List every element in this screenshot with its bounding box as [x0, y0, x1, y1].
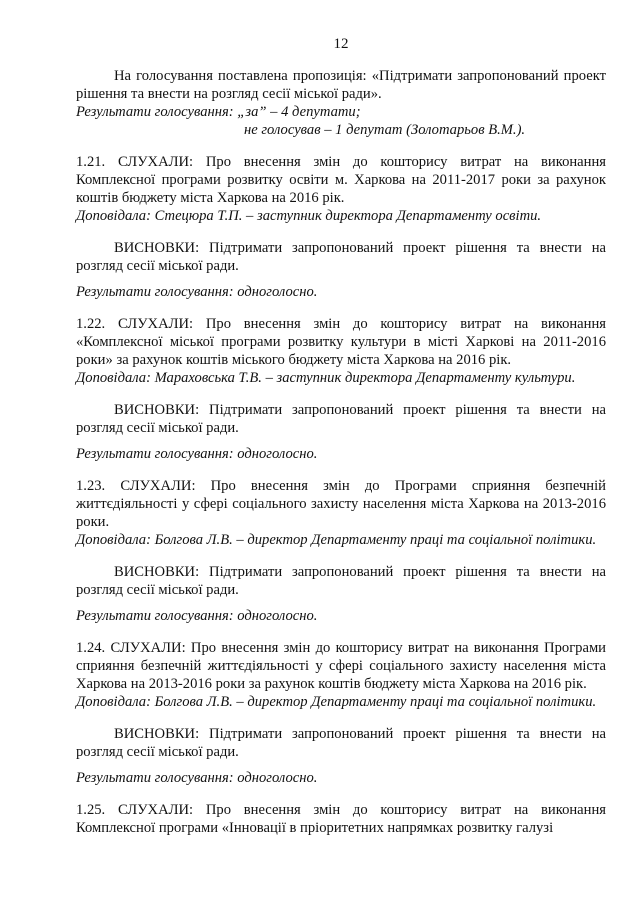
- item-heard-1-21: 1.21. СЛУХАЛИ: Про внесення змін до кошторису витрат на виконання Комплексної програми розвитку освіти м. Харкова на 2011-2017 роки за рахунок коштів бюджету міста Харкова на 2016 рік.: [76, 154, 606, 206]
- item-conclusion-1-21: ВИСНОВКИ: Підтримати запропонований проект рішення та внести на розгляд сесії міської ради.: [76, 240, 606, 274]
- item-speaker-1-24: Доповідала: Болгова Л.В. – директор Департаменту праці та соціальної політики.: [76, 694, 597, 710]
- voting-results-label: Результати голосування:: [76, 104, 234, 120]
- page-number: 12: [333, 36, 349, 52]
- item-speaker-1-21: Доповідала: Стецюра Т.П. – заступник директора Департаменту освіти.: [76, 208, 542, 224]
- item-conclusion-1-22: ВИСНОВКИ: Підтримати запропонований проект рішення та внести на розгляд сесії міської ради.: [76, 402, 606, 436]
- item-conclusion-1-23: ВИСНОВКИ: Підтримати запропонований проект рішення та внести на розгляд сесії міської ради.: [76, 564, 606, 598]
- voting-results-line: [76, 103, 606, 121]
- item-heard-1-24: 1.24. СЛУХАЛИ: Про внесення змін до кошторису витрат на виконання Програми сприяння безпечній життєдіяльності у сфері соціального захисту населення міста Харкова на 2013-2016 роки за рахунок коштів бюджету міста Харкова на 2016 рік.: [76, 640, 606, 692]
- item-results-1-23: Результати голосування: одноголосно.: [76, 608, 318, 624]
- item-conclusion-1-24: ВИСНОВКИ: Підтримати запропонований проект рішення та внести на розгляд сесії міської ради.: [76, 726, 606, 760]
- voting-results-abstain: не голосував – 1 депутат (Золотарьов В.М.).: [244, 122, 526, 138]
- item-results-1-24: Результати голосування: одноголосно.: [76, 770, 318, 786]
- proposal-text: На голосування поставлена пропозиція: «Підтримати запропонований проект рішення та внести на розгляд сесії міської ради».: [76, 68, 606, 102]
- item-heard-1-25: 1.25. СЛУХАЛИ: Про внесення змін до кошторису витрат на виконання Комплексної програми «Інновації в пріоритетних напрямках розвитку галузі: [76, 802, 606, 836]
- item-heard-1-23: 1.23. СЛУХАЛИ: Про внесення змін до Програми сприяння безпечній життєдіяльності у сфері соціального захисту населення міста Харкова на 2013-2016 роки.: [76, 478, 606, 530]
- item-results-1-22: Результати голосування: одноголосно.: [76, 446, 318, 462]
- item-speaker-1-23: Доповідала: Болгова Л.В. – директор Департаменту праці та соціальної політики.: [76, 532, 597, 548]
- voting-results-for: „за” – 4 депутати;: [233, 104, 361, 120]
- item-speaker-1-22: Доповідала: Мараховська Т.В. – заступник директора Департаменту культури.: [76, 370, 576, 386]
- item-results-1-21: Результати голосування: одноголосно.: [76, 284, 318, 300]
- item-heard-1-22: 1.22. СЛУХАЛИ: Про внесення змін до кошторису витрат на виконання «Комплексної міської програми розвитку культури в місті Харкові на 2011-2016 роки» за рахунок коштів міського бюджету міста Харкова на 2016 рік.: [76, 316, 606, 368]
